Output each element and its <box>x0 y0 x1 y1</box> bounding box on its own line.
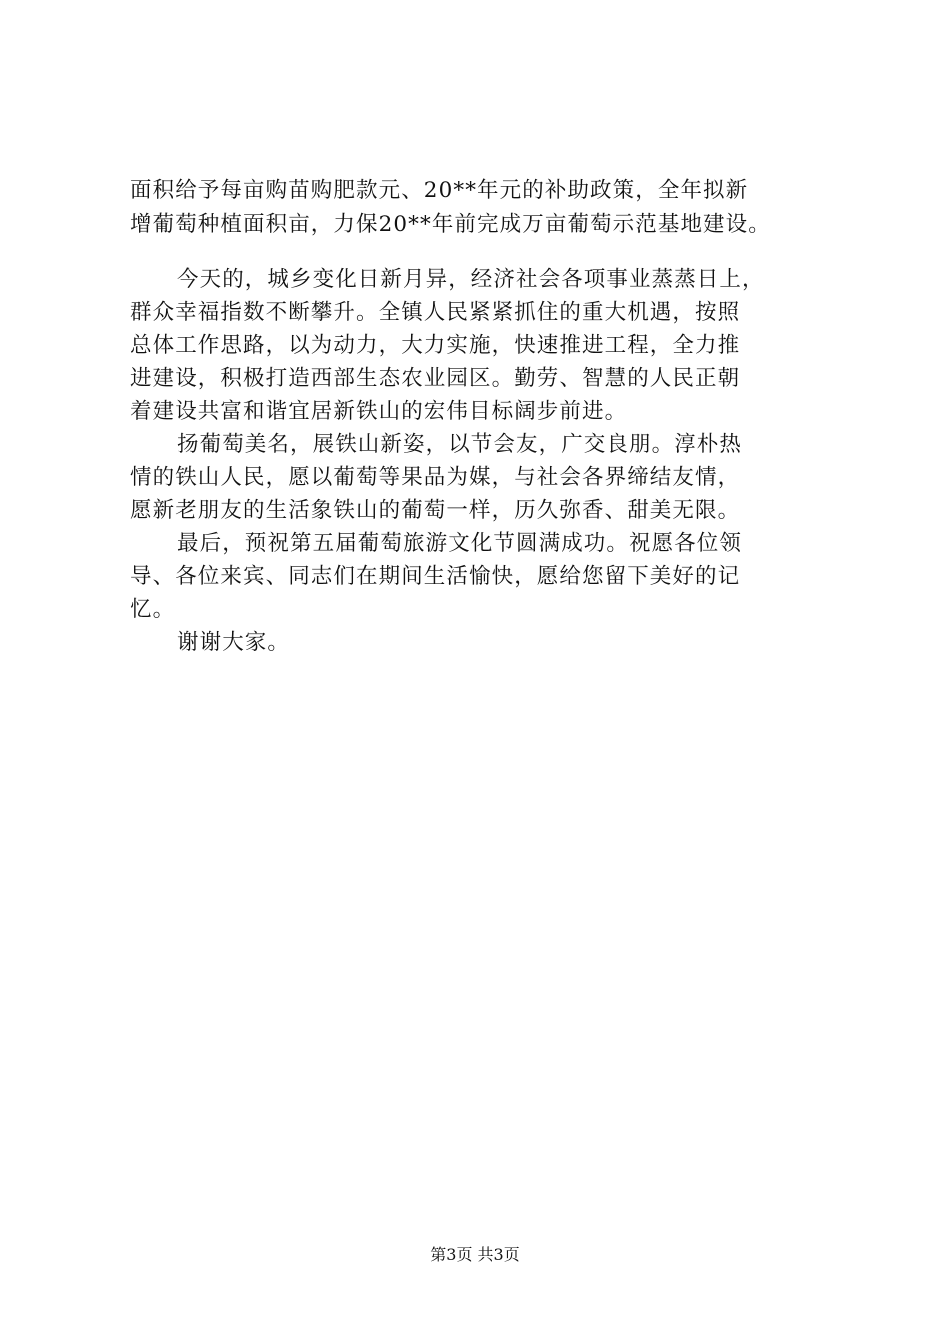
text-line-2: 增葡萄种植面积亩，力保20**年前完成万亩葡萄示范基地建设。 <box>130 212 771 237</box>
page-number-footer: 第3页 共3页 <box>430 1245 520 1264</box>
closing-line: 谢谢大家。 <box>177 630 291 655</box>
paragraph-2-line-1: 今天的，城乡变化日新月异，经济社会各项事业蒸蒸日上， <box>177 267 765 292</box>
paragraph-2-line-5: 着建设共富和谐宜居新铁山的宏伟目标阔步前进。 <box>130 399 628 424</box>
paragraph-2-line-3: 总体工作思路，以为动力，大力实施，快速推进工程，全力推 <box>130 333 741 358</box>
paragraph-3-line-1: 扬葡萄美名，展铁山新姿，以节会友，广交良朋。淳朴热 <box>177 432 743 457</box>
paragraph-2-line-4: 进建设，积极打造西部生态农业园区。勤劳、智慧的人民正朝 <box>130 366 741 391</box>
paragraph-2-line-2: 群众幸福指数不断攀升。全镇人民紧紧抓住的重大机遇，按照 <box>130 300 741 325</box>
paragraph-4-line-3: 忆。 <box>130 597 176 622</box>
paragraph-4-line-1: 最后，预祝第五届葡萄旅游文化节圆满成功。祝愿各位领 <box>177 531 743 556</box>
paragraph-4-line-2: 导、各位来宾、同志们在期间生活愉快，愿给您留下美好的记 <box>130 564 741 589</box>
paragraph-3-line-3: 愿新老朋友的生活象铁山的葡萄一样，历久弥香、甜美无限。 <box>130 498 741 523</box>
paragraph-3-line-2: 情的铁山人民，愿以葡萄等果品为媒，与社会各界缔结友情， <box>130 465 741 490</box>
text-line-1: 面积给予每亩购苗购肥款元、20**年元的补助政策，全年拟新 <box>130 178 749 203</box>
